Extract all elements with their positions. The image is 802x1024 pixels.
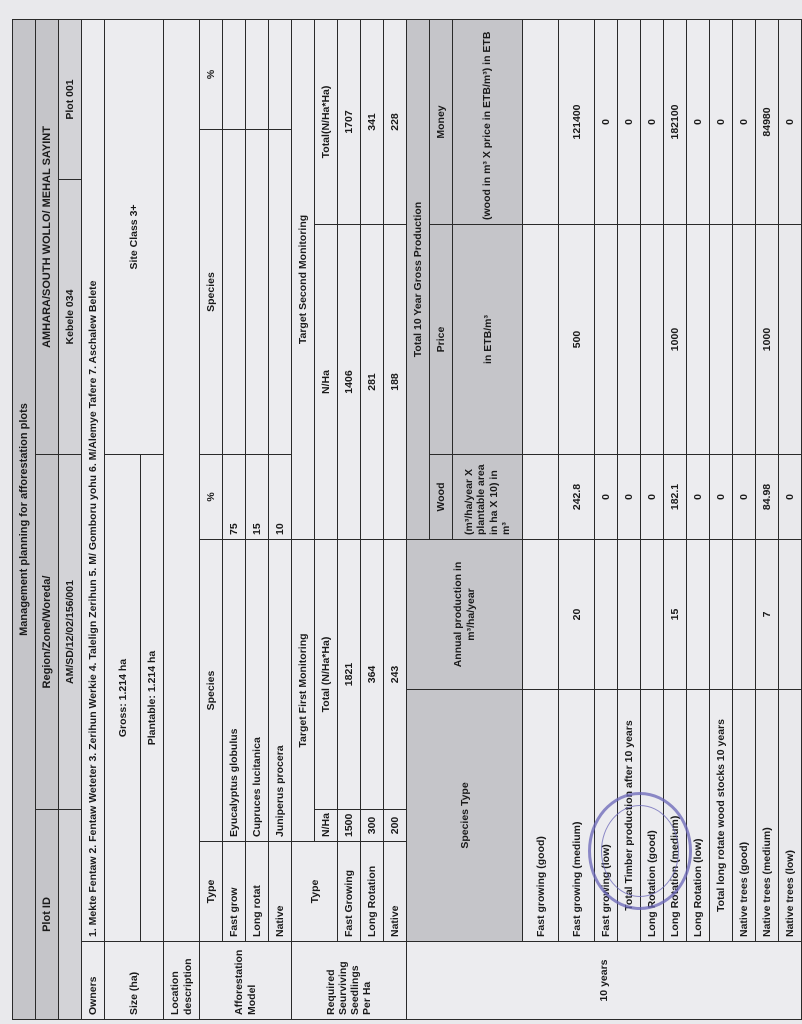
model-pct-header: %	[200, 455, 223, 540]
location-label: Location description	[164, 942, 200, 1020]
production-type: Native trees (low)	[779, 690, 802, 942]
seedling-nha2: 281	[361, 225, 384, 540]
location-value	[164, 19, 200, 941]
production-price	[733, 225, 756, 455]
seedling-nha: 300	[361, 810, 384, 842]
model-type-header: Type	[200, 842, 223, 942]
production-price	[710, 225, 733, 455]
management-plan-sheet	[12, 20, 796, 1020]
wood-subheader: (m³/ha/year X plantable area in ha X 10) in m³	[453, 455, 523, 540]
total-first-header: Total (N/Ha*Ha)	[315, 540, 338, 810]
production-type: Long Rotation (low)	[687, 690, 710, 942]
seedlings-type-header: Type	[292, 842, 338, 942]
production-price: 1000	[664, 225, 687, 455]
model-pct: 10	[269, 455, 292, 540]
seedling-type: Fast Growing	[338, 842, 361, 942]
production-money	[523, 19, 559, 224]
seedling-type: Native	[384, 842, 407, 942]
gross-area: Gross: 1.214 ha	[105, 455, 141, 942]
production-wood: 182.1	[664, 455, 687, 540]
plot-id-label: Plot ID	[36, 810, 59, 1020]
model-species-header: Species	[200, 540, 223, 842]
production-money: 0	[733, 19, 756, 224]
model-species2-header: Species	[200, 130, 223, 455]
production-price	[618, 225, 641, 455]
price-header: Price	[430, 225, 453, 455]
model-label: Afforestation Model	[200, 942, 292, 1020]
seedling-total1: 243	[384, 540, 407, 810]
production-type: Fast growing (medium)	[559, 690, 595, 942]
model-species: Cupruces lucitanica	[246, 540, 269, 842]
nha2-header: N/Ha	[315, 225, 338, 540]
production-money: 0	[618, 19, 641, 224]
model-species2	[246, 130, 269, 455]
official-stamp-ring	[601, 805, 679, 897]
production-price	[779, 225, 802, 455]
region-label: Region/Zone/Woreda/	[36, 455, 59, 810]
region-value: AMHARA/SOUTH WOLLO/ MEHAL SAYINT	[36, 19, 59, 454]
model-type: Long rotat	[246, 842, 269, 942]
production-wood	[523, 455, 559, 540]
production-wood: 84.98	[756, 455, 779, 540]
model-pct2	[269, 19, 292, 129]
first-monitoring-header: Target First Monitoring	[292, 540, 315, 842]
production-money: 84980	[756, 19, 779, 224]
years-label: 10 years	[407, 942, 802, 1020]
price-subheader: in ETB/m³	[453, 225, 523, 455]
production-price	[523, 225, 559, 455]
model-pct: 15	[246, 455, 269, 540]
document-title: Management planning for afforestation plots	[13, 19, 36, 1019]
nha-header: N/Ha	[315, 810, 338, 842]
model-type: Native	[269, 842, 292, 942]
production-type: Native trees (medium)	[756, 690, 779, 942]
production-type: Fast growing (low)	[595, 690, 618, 942]
production-annual	[523, 540, 559, 690]
production-type: Long Rotation (good)	[641, 690, 664, 942]
production-annual	[595, 540, 618, 690]
production-wood: 0	[618, 455, 641, 540]
production-money: 182100	[664, 19, 687, 224]
production-wood: 0	[687, 455, 710, 540]
seedling-total2: 1707	[338, 19, 361, 224]
plot-code: AM/SD/12/02/156/001	[59, 455, 82, 810]
production-money: 121400	[559, 19, 595, 224]
seedling-total1: 364	[361, 540, 384, 810]
seedlings-label: Required Seurviving Seedlings Per Ha	[292, 942, 407, 1020]
production-type: Total long rotate wood stocks 10 years	[710, 690, 733, 942]
production-annual	[618, 540, 641, 690]
production-annual	[687, 540, 710, 690]
production-price: 500	[559, 225, 595, 455]
model-species2	[223, 130, 246, 455]
seedling-nha2: 188	[384, 225, 407, 540]
production-price	[595, 225, 618, 455]
second-monitoring-header: Target Second Monitoring	[292, 19, 315, 539]
production-money: 0	[641, 19, 664, 224]
production-annual: 20	[559, 540, 595, 690]
seedling-type: Long Rotation	[361, 842, 384, 942]
model-species: Juniperus procera	[269, 540, 292, 842]
production-wood: 242.8	[559, 455, 595, 540]
site-class: Site Class 3+	[105, 19, 164, 454]
production-wood: 0	[595, 455, 618, 540]
gross-production-header: Total 10 Year Gross Production	[407, 19, 430, 539]
seedling-nha: 200	[384, 810, 407, 842]
production-wood: 0	[733, 455, 756, 540]
production-type: Total Timber production after 10 years	[618, 690, 641, 942]
production-wood: 0	[710, 455, 733, 540]
model-pct2	[223, 19, 246, 129]
production-annual: 7	[756, 540, 779, 690]
production-type: Fast growing (good)	[523, 690, 559, 942]
model-type: Fast grow	[223, 842, 246, 942]
total-second-header: Total(N/Ha*Ha)	[315, 19, 338, 224]
plantable-area: Plantable: 1.214 ha	[141, 455, 164, 942]
model-species: Eyucalyptus globulus	[223, 540, 246, 842]
seedling-nha2: 1406	[338, 225, 361, 540]
model-pct2-header: %	[200, 19, 223, 129]
production-type: Long Rotation (medium)	[664, 690, 687, 942]
production-money: 0	[595, 19, 618, 224]
production-wood: 0	[641, 455, 664, 540]
model-pct: 75	[223, 455, 246, 540]
production-price: 1000	[756, 225, 779, 455]
kebele: Kebele 034	[59, 180, 82, 455]
production-money: 0	[779, 19, 802, 224]
model-pct2	[246, 19, 269, 129]
money-header: Money	[430, 19, 453, 224]
plot-number: Plot 001	[59, 19, 82, 179]
size-label: Size (ha)	[105, 942, 164, 1020]
production-money: 0	[687, 19, 710, 224]
seedling-total1: 1821	[338, 540, 361, 810]
species-type-header: Species Type	[407, 690, 523, 942]
production-price	[641, 225, 664, 455]
production-annual	[779, 540, 802, 690]
production-money: 0	[710, 19, 733, 224]
production-annual: 15	[664, 540, 687, 690]
production-type: Native trees (good)	[733, 690, 756, 942]
wood-header: Wood	[430, 455, 453, 540]
annual-production-header: Annual production in m³/ha/year	[407, 540, 523, 690]
production-annual	[641, 540, 664, 690]
production-wood: 0	[779, 455, 802, 540]
official-stamp	[588, 792, 692, 910]
money-subheader: (wood in m³ X price in ETB/m³) in ETB	[453, 19, 523, 224]
plot-id-cell	[59, 810, 82, 1020]
model-species2	[269, 130, 292, 455]
owners-value: 1. Mekte Fentaw 2. Fentaw Weteter 3. Zerihun Werkie 4. Talelign Zerihun 5. M/ Gomboru yohu 6. M/Alemye Tafere 7. Aschalew Belete	[82, 19, 105, 941]
seedling-total2: 228	[384, 19, 407, 224]
seedling-total2: 341	[361, 19, 384, 224]
production-annual	[733, 540, 756, 690]
production-annual	[710, 540, 733, 690]
owners-label: Owners	[82, 942, 105, 1020]
seedling-nha: 1500	[338, 810, 361, 842]
production-price	[687, 225, 710, 455]
